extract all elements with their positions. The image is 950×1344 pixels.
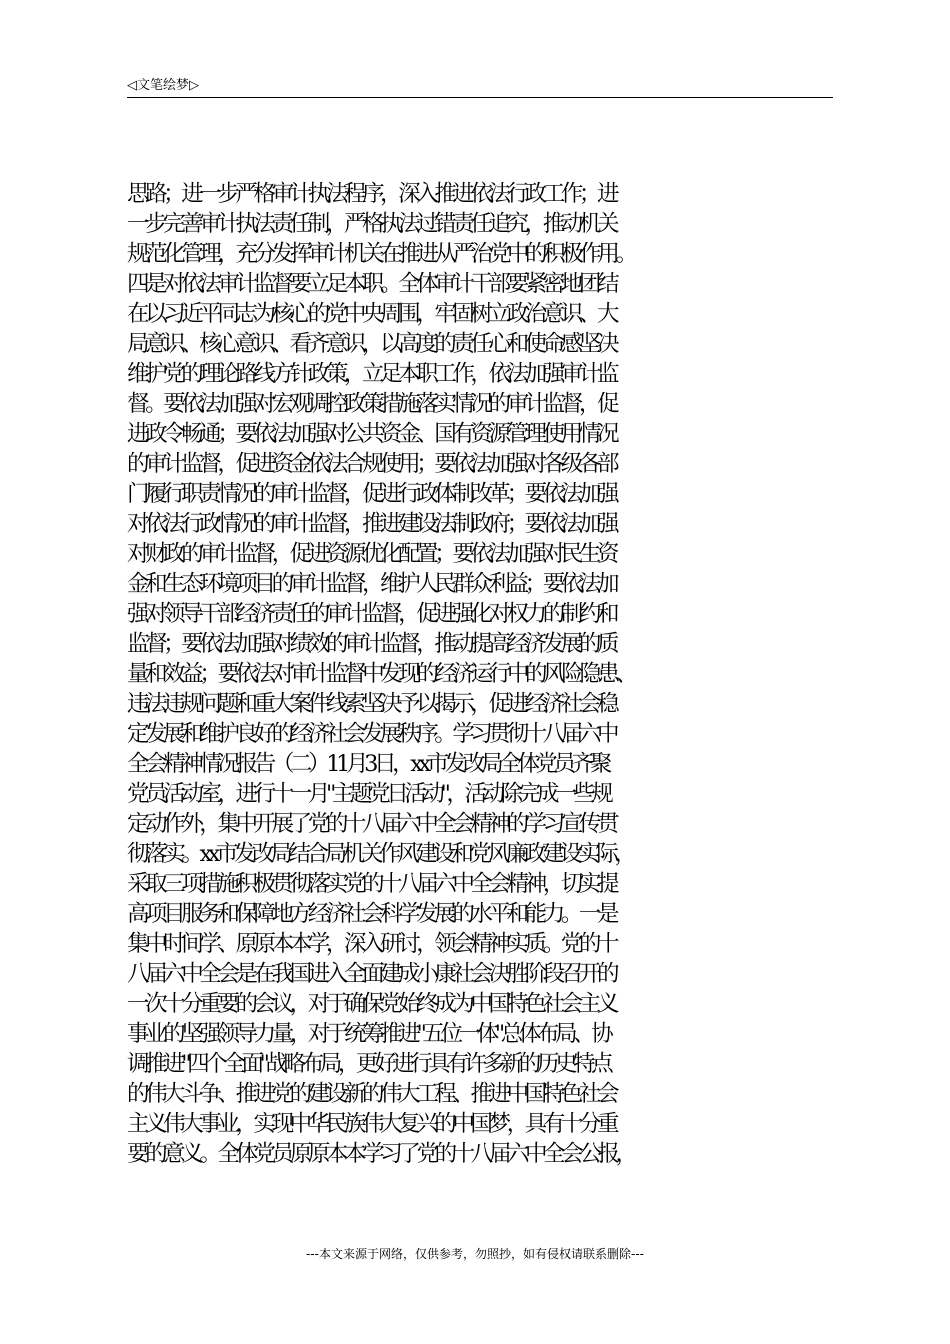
body-text-line: 采取三项措施积极贯彻落实党的十八届六中全会精神，切实提 — [127, 871, 616, 897]
header-title: ◁文笔绘梦▷ — [127, 78, 199, 93]
body-text-line: 全会精神情况报告（二）11月3日，xx市发改局全体党员齐聚 — [127, 751, 608, 777]
body-text-line: 在以习近平同志为核心的党中央周围，牢固树立政治意识、大 — [127, 301, 616, 327]
body-text-line: 彻落实。xx市发改局结合局机关作风建设和党风廉政建设实际， — [127, 841, 633, 867]
body-text-line: 违法违规问题和重大案件线索坚决予以揭示，促进经济社会稳 — [127, 691, 616, 717]
body-text-line: 八届六中全会是在我国进入全面建成小康社会决胜阶段召开的 — [127, 961, 616, 987]
body-text-line: 维护党的理论路线方针政策，立足本职工作，依法加强审计监 — [127, 361, 616, 387]
body-text-line: 对依法行政情况的审计监督，推进建设法制政府；要依法加强 — [127, 511, 616, 537]
body-text-line: 进政令畅通；要依法加强对公共资金、国有资源管理使用情况 — [127, 421, 616, 447]
body-text-line: 督。要依法加强对宏观调控政策措施落实情况的审计监督，促 — [127, 391, 616, 417]
body-text-line: 监督；要依法加强对绩效的审计监督，推动提高经济发展的质 — [127, 631, 616, 657]
body-text-line: 的审计监督，促进资金依法合规使用；要依法加强对各级各部 — [127, 451, 616, 477]
body-text-line: 强对领导干部经济责任的审计监督，促进强化对权力的制约和 — [127, 601, 616, 627]
body-text-line: 一步完善审计执法责任制，严格执法过错责任追究，推动机关 — [127, 211, 616, 237]
body-text-line: 金和生态环境项目的审计监督，维护人民群众利益；要依法加 — [127, 571, 616, 597]
body-text-line: 集中时间学、原原本本学，深入研讨，领会精神实质。党的十 — [127, 931, 616, 957]
body-text-line: 对财政的审计监督，促进资源优化配置；要依法加强对民生资 — [127, 541, 616, 567]
page-header — [127, 78, 832, 98]
body-text-line: 量和效益；要依法对审计监督中发现的经济运行中的风险隐患、 — [127, 661, 634, 687]
footer-disclaimer: ---本文来源于网络，仅供参考，勿照抄，如有侵权请联系删除--- — [306, 1247, 644, 1261]
body-text-line: 门履行职责情况的审计监督，促进行政体制改革；要依法加强 — [127, 481, 616, 507]
body-text-line: 四是对依法审计监督要立足本职。全体审计干部要紧密地团结 — [127, 271, 616, 297]
body-text-line: 思路；进一步严格审计执法程序，深入推进依法行政工作；进 — [127, 181, 616, 207]
body-text-line: 的伟大斗争、推进党的建设新的伟大工程、推进中国特色社会 — [127, 1081, 616, 1107]
body-text-line: 要的意义。全体党员原原本本学习了党的十八届六中全会公报， — [127, 1141, 634, 1167]
body-text-line: 规范化管理，充分发挥审计机关在推进从严治党中的积极作用。 — [127, 241, 634, 267]
body-text-line: 一次十分重要的会议，对于确保党始终成为中国特色社会主义 — [127, 991, 616, 1017]
body-text-line: 事业的坚强领导力量，对于统筹推进"五位一体"总体布局、协 — [127, 1021, 610, 1047]
body-text-line: 主义伟大事业，实现中华民族伟大复兴的中国梦，具有十分重 — [127, 1111, 616, 1137]
body-text — [127, 179, 847, 1169]
header-divider — [127, 97, 833, 98]
body-text-line: 党员活动室，进行十一月"主题党日活动"，活动除完成一些规 — [127, 781, 610, 807]
body-text-line: 定动作外，集中开展了党的十八届六中全会精神的学习宣传贯 — [127, 811, 616, 837]
body-text-line: 高项目服务和保障地方经济社会科学发展的水平和能力。一是 — [127, 901, 616, 927]
body-text-line: 定发展和维护良好的经济社会发展秩序。学习贯彻十八届六中 — [127, 721, 616, 747]
body-text-line: 局意识、核心意识、看齐意识，以高度的责任心和使命感坚决 — [127, 331, 616, 357]
body-text-line: 调推进"四个全面"战略布局，更好进行具有许多新的历史特点 — [127, 1051, 610, 1077]
